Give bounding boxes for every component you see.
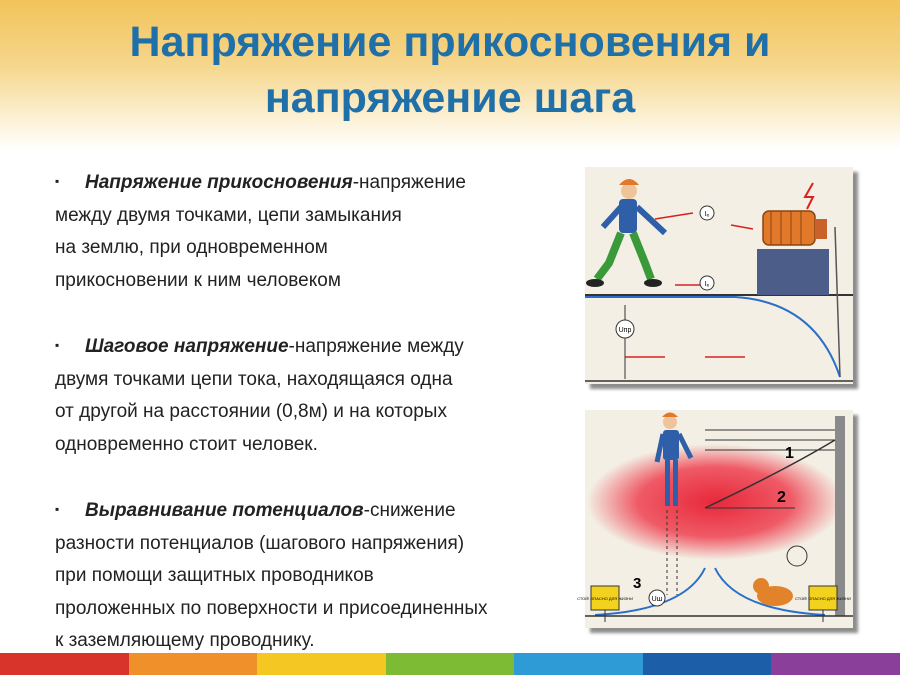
definition-first-line: [55, 165, 555, 200]
definition-line: между двумя точками, цепи замыкания: [55, 204, 402, 226]
wire-label-1: 1: [785, 445, 794, 462]
touch-voltage-drawing: [585, 167, 853, 384]
color-segment: [771, 653, 900, 675]
color-segment: [386, 653, 515, 675]
step-voltage-drawing: [577, 410, 853, 628]
definition-touch-voltage: [55, 165, 555, 297]
definition-first-line: [55, 493, 555, 528]
definition-text: -напряжение между: [288, 336, 464, 357]
bullet-icon: ▪: [55, 338, 60, 352]
title-line-1: Напряжение прикосновения и: [129, 18, 771, 66]
warning-sign-text: СТОЙ! ОПАСНО ДЛЯ ЖИЗНИ: [795, 596, 851, 601]
definitions-list: [55, 165, 555, 690]
step-voltage-illustration: [577, 410, 853, 628]
current-label: Iₑ: [704, 281, 710, 288]
touch-voltage-label: Uпр: [618, 327, 632, 334]
definition-term: Шаговое напряжение: [85, 336, 289, 357]
definition-line: к заземляющему проводнику.: [55, 630, 315, 651]
step-voltage-label: Uш: [651, 596, 663, 603]
current-label: Iₑ: [704, 211, 710, 218]
definition-line: при помощи защитных проводников: [55, 565, 374, 586]
color-segment: [257, 653, 386, 675]
definition-line: двумя точками цепи тока, находящаяся одна: [55, 368, 453, 390]
definition-line: прикосновении к ним человеком: [55, 269, 341, 291]
definition-line: на землю, при одновременном: [55, 237, 328, 258]
color-segment: [0, 653, 129, 675]
bullet-icon: ▪: [55, 502, 60, 516]
wire-label-2: 2: [777, 489, 786, 506]
touch-voltage-illustration: [585, 167, 853, 384]
color-segment: [129, 653, 258, 675]
definition-line: разности потенциалов (шагового напряжения): [55, 532, 465, 554]
title-line-2: напряжение шага: [264, 74, 636, 122]
definition-text: -напряжение: [352, 172, 466, 193]
definition-text: -снижение: [363, 500, 456, 521]
definition-line: проложенных по поверхности и присоединенных: [55, 597, 488, 619]
color-segment: [643, 653, 772, 675]
bottom-color-bar: [0, 653, 900, 675]
definition-term: Выравнивание потенциалов: [85, 500, 364, 521]
definition-potential-equalization: [55, 493, 555, 658]
definition-step-voltage: [55, 329, 555, 461]
definition-line: одновременно стоит человек.: [55, 433, 318, 455]
distance-label-3: 3: [633, 575, 642, 592]
definition-line: от другой на расстоянии (0,8м) и на которых: [55, 401, 447, 422]
definition-term: Напряжение прикосновения: [85, 172, 353, 193]
warning-sign-text: СТОЙ! ОПАСНО ДЛЯ ЖИЗНИ: [577, 596, 633, 601]
definition-first-line: [55, 329, 555, 364]
slide-title: [0, 14, 900, 126]
bullet-icon: ▪: [55, 174, 60, 188]
color-segment: [514, 653, 643, 675]
